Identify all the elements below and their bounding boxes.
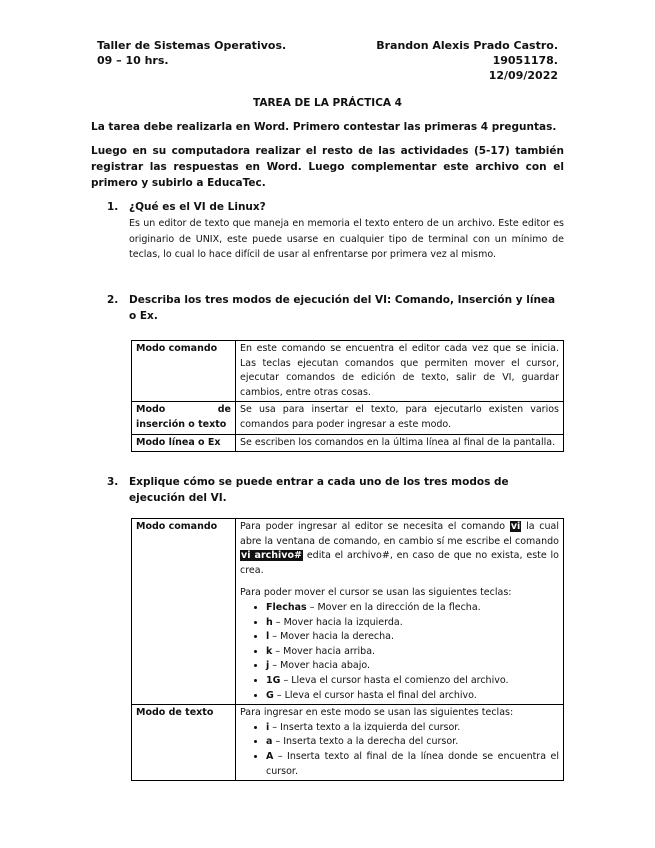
- text-fragment: Para poder ingresar al editor se necesita el comando: [240, 521, 506, 532]
- table-row: [132, 402, 564, 434]
- header-left: [97, 38, 286, 68]
- table-row: [132, 705, 564, 781]
- question-3: [107, 474, 565, 506]
- header-right: [376, 38, 558, 83]
- row-label-part: Modo: [136, 404, 166, 416]
- cursor-keys-list: [240, 601, 559, 703]
- question-text: Explique cómo se puede entrar a cada uno de los tres modos de ejecución del VI.: [129, 476, 509, 504]
- row-label: Modo comando: [132, 341, 236, 402]
- row-label-part: inserción o texto: [136, 418, 227, 430]
- table-row: [132, 434, 564, 452]
- question-text: Describa los tres modos de ejecución del VI: Comando, Inserción y línea o Ex.: [129, 294, 556, 322]
- row-label: [132, 402, 236, 434]
- keys-intro: Para ingresar en este modo se usan las siguientes teclas:: [240, 707, 514, 719]
- question-number: 3.: [107, 476, 119, 488]
- question-1: [107, 199, 565, 215]
- list-item: • j – Mover hacia abajo.: [266, 659, 559, 674]
- list-item: • 1G – Lleva el cursor hasta el comienzo del archivo.: [266, 674, 559, 689]
- document-date: 12/09/2022: [488, 69, 558, 82]
- list-item: • A – Inserta texto al final de la línea donde se encuentra el cursor.: [266, 750, 559, 779]
- answer-1: Es un editor de texto que maneja en memoria el texto entero de un archivo. Este editor es originario de UNIX, este puede usarse en cualquier tipo de terminal con un mínimo de teclas, lo cual lo hace difícil de usar al enfrentarse por primera vez al mismo.: [129, 218, 564, 260]
- keys-intro: Para poder mover el cursor se usan las siguientes teclas:: [240, 587, 512, 599]
- course-name: Taller de Sistemas Operativos.: [97, 39, 287, 52]
- list-item: • Flechas – Mover en la dirección de la flecha.: [266, 601, 559, 616]
- enter-modes-table: [131, 518, 564, 781]
- student-name: Brandon Alexis Prado Castro.: [376, 39, 558, 52]
- row-label: Modo de texto: [132, 705, 236, 781]
- list-item: • a – Inserta texto a la derecha del cursor.: [266, 735, 559, 750]
- table-row: [132, 519, 564, 705]
- row-text: [236, 705, 564, 781]
- modes-table: [131, 340, 564, 452]
- row-text: En este comando se encuentra el editor cada vez que se inicia. Las teclas ejecutan comandos que permiten mover el cursor, ejecutar comandos de edición de texto, salir de VI, guardar cambios, entre otras cosas.: [236, 341, 564, 402]
- insert-keys-list: [240, 721, 559, 779]
- question-number: 2.: [107, 294, 119, 306]
- question-2: [107, 292, 565, 324]
- text-fragment: edita el archivo#, en caso de que no exista, este lo crea.: [240, 550, 559, 576]
- list-item: • l – Mover hacia la derecha.: [266, 630, 559, 645]
- list-item: • h – Mover hacia la izquierda.: [266, 616, 559, 631]
- row-text: Se escriben los comandos en la última línea al final de la pantalla.: [236, 434, 564, 452]
- row-label-part: de: [217, 404, 231, 416]
- list-item: • G – Lleva el cursor hasta el final del archivo.: [266, 689, 559, 704]
- document-title: TAREA DE LA PRÁCTICA 4: [252, 97, 402, 109]
- intro-paragraph-1: La tarea debe realizarla en Word. Primero contestar las primeras 4 preguntas.: [91, 121, 557, 133]
- table-row: [132, 341, 564, 402]
- question-number: 1.: [107, 201, 119, 213]
- row-text: Se usa para insertar el texto, para ejecutarlo existen varios comandos para poder ingresar a este modo.: [236, 402, 564, 434]
- text-fragment: la cual abre la ventana de comando, en cambio sí me escribe el comando: [240, 521, 559, 547]
- class-schedule: 09 – 10 hrs.: [97, 54, 169, 67]
- row-label: Modo línea o Ex: [132, 434, 236, 452]
- list-item: • k – Mover hacia arriba.: [266, 645, 559, 660]
- row-text: [236, 519, 564, 705]
- highlighted-command: vi archivo#: [241, 550, 302, 562]
- student-id: 19051178.: [492, 54, 558, 67]
- row-label: Modo comando: [132, 519, 236, 705]
- intro-paragraph-2: Luego en su computadora realizar el resto de las actividades (5-17) también registrar las respuestas en Word. Luego complementar este archivo con el primero y subirlo a EducaTec.: [91, 145, 564, 189]
- list-item: • i – Inserta texto a la izquierda del cursor.: [266, 721, 559, 736]
- highlighted-command: vi: [510, 521, 521, 532]
- question-text: ¿Qué es el VI de Linux?: [129, 201, 266, 213]
